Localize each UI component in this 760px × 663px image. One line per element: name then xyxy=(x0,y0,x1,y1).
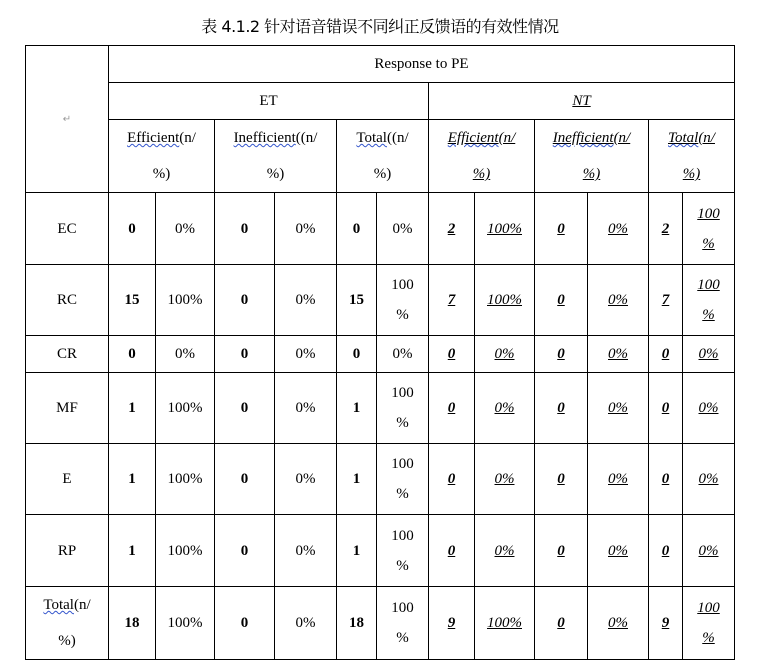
percent-cell: 100% xyxy=(156,587,215,660)
count-cell: 15 xyxy=(109,265,156,336)
count-cell: 1 xyxy=(337,373,377,444)
percent-cell: 0% xyxy=(156,193,215,265)
et-header: ET xyxy=(109,83,429,120)
percent-cell: 0% xyxy=(275,265,337,336)
percent-cell: 0% xyxy=(683,444,735,515)
percent-cell: 0% xyxy=(588,515,649,587)
row-label: RC xyxy=(26,265,109,336)
count-cell: 0 xyxy=(649,444,683,515)
count-cell: 9 xyxy=(649,587,683,660)
percent-cell: 100 % xyxy=(377,444,429,515)
count-cell: 18 xyxy=(337,587,377,660)
count-cell: 7 xyxy=(649,265,683,336)
percent-cell: 0% xyxy=(475,444,535,515)
percent-cell: 100 % xyxy=(377,373,429,444)
count-cell: 2 xyxy=(649,193,683,265)
row-label: MF xyxy=(26,373,109,444)
percent-cell: 0% xyxy=(683,373,735,444)
percent-cell: 100% xyxy=(156,515,215,587)
percent-cell: 100% xyxy=(475,587,535,660)
count-cell: 0 xyxy=(337,193,377,265)
percent-cell: 0% xyxy=(275,587,337,660)
percent-cell: 0% xyxy=(475,336,535,373)
percent-cell: 0% xyxy=(588,373,649,444)
count-cell: 0 xyxy=(429,515,475,587)
count-cell: 0 xyxy=(649,515,683,587)
row-label: E xyxy=(26,444,109,515)
percent-cell: 0% xyxy=(588,444,649,515)
percent-cell: 100 % xyxy=(377,515,429,587)
response-header: Response to PE xyxy=(109,46,735,83)
percent-cell: 0% xyxy=(475,373,535,444)
percent-cell: 0% xyxy=(275,515,337,587)
count-cell: 0 xyxy=(649,336,683,373)
percent-cell: 100 % xyxy=(683,587,735,660)
count-cell: 0 xyxy=(215,515,275,587)
count-cell: 15 xyxy=(337,265,377,336)
percent-cell: 0% xyxy=(156,336,215,373)
count-cell: 0 xyxy=(215,444,275,515)
count-cell: 1 xyxy=(337,515,377,587)
count-cell: 0 xyxy=(535,515,588,587)
percent-cell: 100 % xyxy=(377,265,429,336)
nt-header: NT xyxy=(429,83,735,120)
count-cell: 0 xyxy=(429,336,475,373)
percent-cell: 0% xyxy=(475,515,535,587)
table-caption: 表 4.1.2 针对语音错误不同纠正反馈语的有效性情况 xyxy=(201,17,559,36)
count-cell: 2 xyxy=(429,193,475,265)
count-cell: 0 xyxy=(429,373,475,444)
row-label: EC xyxy=(26,193,109,265)
count-cell: 1 xyxy=(109,515,156,587)
count-cell: 0 xyxy=(535,373,588,444)
table-row xyxy=(26,587,735,660)
table-row xyxy=(26,265,735,336)
percent-cell: 100% xyxy=(156,265,215,336)
percent-cell: 0% xyxy=(588,336,649,373)
effectiveness-table xyxy=(25,45,735,660)
count-cell: 1 xyxy=(109,373,156,444)
percent-cell: 0% xyxy=(275,444,337,515)
percent-cell: 0% xyxy=(275,336,337,373)
count-cell: 0 xyxy=(535,265,588,336)
percent-cell: 0% xyxy=(588,265,649,336)
percent-cell: 100% xyxy=(475,193,535,265)
count-cell: 1 xyxy=(109,444,156,515)
percent-cell: 100% xyxy=(156,444,215,515)
table-row xyxy=(26,373,735,444)
count-cell: 0 xyxy=(215,373,275,444)
count-cell: 0 xyxy=(215,193,275,265)
count-cell: 0 xyxy=(109,193,156,265)
table-row xyxy=(26,336,735,373)
table-row xyxy=(26,193,735,265)
count-cell: 0 xyxy=(215,336,275,373)
count-cell: 0 xyxy=(215,587,275,660)
percent-cell: 100 % xyxy=(377,587,429,660)
column-header: Efficient(n/ %) xyxy=(109,120,215,193)
count-cell: 0 xyxy=(535,587,588,660)
percent-cell: 100% xyxy=(475,265,535,336)
count-cell: 0 xyxy=(429,444,475,515)
percent-cell: 0% xyxy=(377,193,429,265)
column-header: Total(n/ %) xyxy=(649,120,735,193)
column-header: Efficient(n/ %) xyxy=(429,120,535,193)
column-header: Inefficient((n/ %) xyxy=(215,120,337,193)
count-cell: 0 xyxy=(649,373,683,444)
column-header: Inefficient(n/ %) xyxy=(535,120,649,193)
row-label: Total(n/ %) xyxy=(26,587,109,660)
count-cell: 18 xyxy=(109,587,156,660)
count-cell: 0 xyxy=(535,444,588,515)
row-label: CR xyxy=(26,336,109,373)
count-cell: 0 xyxy=(109,336,156,373)
percent-cell: 0% xyxy=(588,587,649,660)
corner-cell: ↵ xyxy=(26,46,109,193)
count-cell: 9 xyxy=(429,587,475,660)
percent-cell: 100 % xyxy=(683,265,735,336)
percent-cell: 0% xyxy=(275,373,337,444)
percent-cell: 100% xyxy=(156,373,215,444)
table-row xyxy=(26,444,735,515)
percent-cell: 0% xyxy=(683,336,735,373)
column-header: Total((n/ %) xyxy=(337,120,429,193)
count-cell: 0 xyxy=(337,336,377,373)
row-label: RP xyxy=(26,515,109,587)
percent-cell: 0% xyxy=(588,193,649,265)
count-cell: 0 xyxy=(535,336,588,373)
count-cell: 0 xyxy=(535,193,588,265)
percent-cell: 0% xyxy=(683,515,735,587)
count-cell: 1 xyxy=(337,444,377,515)
table-row xyxy=(26,515,735,587)
count-cell: 0 xyxy=(215,265,275,336)
percent-cell: 0% xyxy=(275,193,337,265)
percent-cell: 100 % xyxy=(683,193,735,265)
count-cell: 7 xyxy=(429,265,475,336)
percent-cell: 0% xyxy=(377,336,429,373)
